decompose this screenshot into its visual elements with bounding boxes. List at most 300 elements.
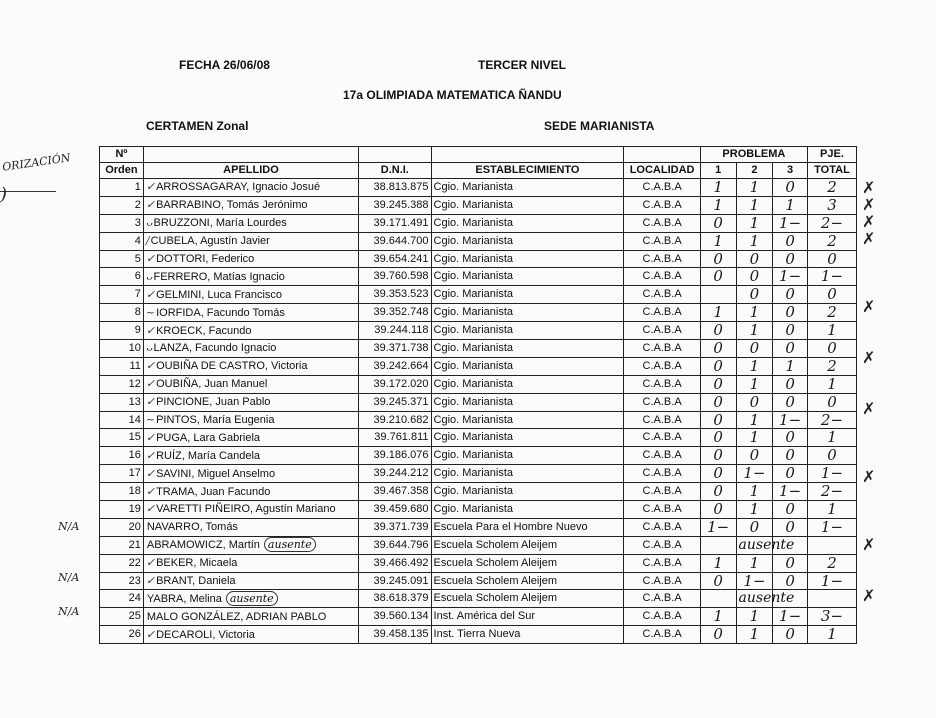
problem-3-score: 0 (773, 393, 808, 411)
school-value: Escuela Scholem Aleijem (431, 590, 624, 608)
dni-value: 38.618.379 (359, 590, 431, 608)
school-value: Escuela Scholem Aleijem (431, 554, 624, 572)
student-name-cell (143, 501, 358, 519)
cross-mark-icon: ✗ (862, 399, 876, 418)
student-name: TRAMA, Juan Facundo (156, 485, 271, 498)
problem-1-score: 0 (700, 393, 736, 411)
na-note: N/A (58, 520, 80, 533)
student-name-cell (143, 608, 358, 626)
student-name: BEKER, Micaela (156, 557, 238, 570)
total-score: 1− (807, 268, 856, 286)
order-number: 12 (100, 375, 144, 393)
student-name: IORFIDA, Facundo Tomás (156, 306, 285, 319)
school-value: Inst. Tierra Nueva (431, 626, 624, 644)
problem-1-score: 0 (700, 626, 736, 644)
level-label: TERCER NIVEL (478, 58, 567, 72)
problem-3-score: 1− (773, 483, 808, 501)
total-score: 2− (807, 411, 856, 429)
total-score: 1 (807, 429, 856, 447)
order-number: 17 (100, 465, 144, 483)
order-number: 18 (100, 483, 144, 501)
student-name-cell (143, 214, 358, 232)
total-score: 1− (807, 572, 856, 590)
student-name-cell (143, 465, 358, 483)
student-name-cell (143, 340, 358, 358)
cross-mark-icon: ✗ (862, 212, 876, 231)
margin-parenthesis: ) (0, 184, 8, 205)
problem-1-score: 0 (700, 214, 736, 232)
problem-2-score: 1 (736, 322, 773, 340)
table-row (100, 179, 857, 197)
problem-1-score: 0 (700, 411, 736, 429)
dni-value: 39.244.118 (359, 322, 431, 340)
student-name: YABRA, Melina (146, 592, 222, 605)
dni-value: 38.813.875 (359, 179, 431, 197)
problem-1-score: 1 (700, 179, 736, 197)
problem-2-score: 1 (736, 411, 773, 429)
school-value: Cgio. Marianista (431, 501, 624, 519)
table-row (100, 196, 857, 214)
total-score: 1 (807, 322, 856, 340)
check-mark: ✓ (145, 180, 156, 194)
problem-3-score: 0 (773, 429, 808, 447)
school-value: Cgio. Marianista (431, 250, 624, 268)
order-number: 14 (100, 411, 144, 429)
school-value: Cgio. Marianista (431, 483, 624, 501)
student-name-cell (143, 375, 358, 393)
locality-value: C.A.B.A (624, 214, 701, 232)
check-mark: ✓ (145, 574, 156, 588)
locality-value: C.A.B.A (624, 375, 701, 393)
table-row (100, 322, 857, 340)
student-name: OUBIÑA, Juan Manuel (156, 378, 268, 391)
order-number: 3 (100, 214, 144, 232)
problem-1-score: 1 (700, 196, 736, 214)
dni-value: 39.352.748 (359, 304, 431, 322)
table-row (100, 590, 857, 608)
total-score: 1− (807, 518, 856, 536)
problem-1-score: 1− (700, 518, 736, 536)
total-score: 3− (807, 608, 856, 626)
order-number: 26 (100, 626, 144, 644)
cross-mark-icon: ✗ (862, 195, 876, 214)
total-score: 1 (807, 626, 856, 644)
locality-value: C.A.B.A (624, 196, 701, 214)
problem-2-score: 1 (736, 214, 773, 232)
table-row (100, 232, 857, 250)
student-name-cell (143, 250, 358, 268)
problem-3-score: 0 (773, 250, 808, 268)
order-number: 7 (100, 286, 144, 304)
locality-value: C.A.B.A (624, 518, 701, 536)
check-mark: ✓ (145, 627, 156, 641)
table-row (100, 393, 857, 411)
check-mark: ᴗ (145, 216, 153, 230)
problem-2-score: 1 (736, 375, 773, 393)
student-name-cell (143, 304, 358, 322)
problem-2-score: 0 (736, 518, 773, 536)
table-row (100, 501, 857, 519)
student-name-cell (143, 429, 358, 447)
problem-2-score: 1 (736, 501, 773, 519)
check-mark: ✓ (145, 502, 156, 516)
school-value: Escuela Para el Hombre Nuevo (431, 518, 624, 536)
table-row (100, 608, 857, 626)
locality-value: C.A.B.A (624, 501, 701, 519)
locality-value: C.A.B.A (624, 536, 701, 554)
problem-3-score: 0 (773, 232, 808, 250)
table-row (100, 375, 857, 393)
problem-1-score: 0 (700, 250, 736, 268)
dni-value: 39.644.796 (359, 536, 431, 554)
student-name-cell (143, 447, 358, 465)
locality-value: C.A.B.A (624, 232, 701, 250)
problem-1-score: 0 (700, 501, 736, 519)
total-score: 2− (807, 214, 856, 232)
dni-value: 39.459.680 (359, 501, 431, 519)
total-score: 2 (807, 357, 856, 375)
student-name: BRUZZONI, María Lourdes (153, 217, 287, 230)
locality-value: C.A.B.A (624, 286, 701, 304)
dni-value: 39.171.491 (359, 214, 431, 232)
total-score: 0 (807, 340, 856, 358)
student-name-cell (143, 590, 358, 608)
student-name: OUBIÑA DE CASTRO, Victoria (156, 360, 308, 373)
problem-1-score: 0 (700, 322, 736, 340)
locality-value: C.A.B.A (624, 411, 701, 429)
problem-3-score: 0 (773, 375, 808, 393)
problem-1-score: 1 (700, 232, 736, 250)
check-mark: ᴗ (145, 341, 153, 355)
problem-1-score: 0 (700, 340, 736, 358)
table-row (100, 447, 857, 465)
locality-value: C.A.B.A (624, 626, 701, 644)
col-surname-header: APELLIDO (143, 163, 358, 179)
student-name: PINTOS, María Eugenia (156, 414, 275, 427)
student-name: MALO GONZÁLEZ, ADRIAN PABLO (146, 610, 327, 623)
problem-1-score: 0 (700, 429, 736, 447)
dni-value: 39.210.682 (359, 411, 431, 429)
check-mark: / (145, 234, 150, 248)
student-name-cell (143, 286, 358, 304)
problem-3-score: 0 (773, 286, 808, 304)
student-name-cell (143, 179, 358, 197)
problem-1-score: 0 (700, 483, 736, 501)
problem-3-score: 0 (773, 518, 808, 536)
total-score: 1 (807, 375, 856, 393)
school-value: Cgio. Marianista (431, 214, 624, 232)
total-score: 1 (807, 501, 856, 519)
locality-value: C.A.B.A (624, 179, 701, 197)
total-score: 2 (807, 232, 856, 250)
total-score: 3 (807, 196, 856, 214)
student-name-cell (143, 536, 358, 554)
table-row (100, 250, 857, 268)
problem-1-score (700, 536, 736, 554)
order-number: 11 (100, 357, 144, 375)
locality-value: C.A.B.A (624, 304, 701, 322)
student-name-cell (143, 626, 358, 644)
margin-underline (0, 191, 56, 192)
student-name: GELMINI, Luca Francisco (156, 288, 283, 301)
problem-2-score: 0 (736, 286, 773, 304)
check-mark: ✓ (145, 377, 156, 391)
order-number: 4 (100, 232, 144, 250)
student-name-cell (143, 393, 358, 411)
student-name-cell (143, 411, 358, 429)
problem-2-score: 1− (736, 465, 773, 483)
order-number: 10 (100, 340, 144, 358)
problem-3-score: 0 (773, 179, 808, 197)
total-score (807, 536, 856, 554)
problem-2-score: 1 (736, 357, 773, 375)
locality-value: C.A.B.A (624, 608, 701, 626)
order-number: 21 (100, 536, 144, 554)
locality-value: C.A.B.A (624, 393, 701, 411)
problem-1-score: 0 (700, 447, 736, 465)
problem-3-score: 1 (773, 357, 808, 375)
locality-value: C.A.B.A (624, 322, 701, 340)
dni-value: 39.760.598 (359, 268, 431, 286)
problem-2-score: 0 (736, 250, 773, 268)
problem-1-score: 1 (700, 554, 736, 572)
table-row (100, 483, 857, 501)
problem-2-score: ausente (736, 590, 773, 608)
dni-value: 39.245.388 (359, 196, 431, 214)
na-note: N/A (58, 571, 80, 584)
total-score: 2 (807, 554, 856, 572)
problem-2-score: 0 (736, 340, 773, 358)
table-row (100, 429, 857, 447)
problem-1-score: 1 (700, 304, 736, 322)
school-value: Cgio. Marianista (431, 393, 624, 411)
dni-value: 39.172.020 (359, 375, 431, 393)
locality-value: C.A.B.A (624, 340, 701, 358)
check-mark: ✓ (145, 466, 156, 480)
col-problem-3-header: 3 (773, 163, 808, 179)
cross-mark-icon: ✗ (862, 467, 876, 486)
student-name: KROECK, Facundo (156, 324, 252, 337)
cross-mark-icon: ✗ (862, 348, 876, 367)
check-mark: ✓ (145, 430, 156, 444)
problem-3-score: 0 (773, 447, 808, 465)
results-table (99, 146, 857, 644)
locality-value: C.A.B.A (624, 483, 701, 501)
student-name-cell (143, 322, 358, 340)
problem-2-score: 0 (736, 447, 773, 465)
locality-value: C.A.B.A (624, 429, 701, 447)
check-mark: ᴗ (145, 269, 153, 283)
col-score-top: PJE. (807, 147, 856, 163)
locality-value: C.A.B.A (624, 447, 701, 465)
col-problem-header: PROBLEMA (700, 147, 807, 163)
problem-2-score: 1 (736, 429, 773, 447)
dni-value: 39.353.523 (359, 286, 431, 304)
table-row (100, 286, 857, 304)
student-name-cell (143, 232, 358, 250)
cross-mark-icon: ✗ (862, 297, 876, 316)
dni-value: 39.644.700 (359, 232, 431, 250)
problem-3-score: 0 (773, 465, 808, 483)
student-name: LANZA, Facundo Ignacio (153, 342, 277, 355)
problem-1-score: 0 (700, 375, 736, 393)
problem-3-score: 0 (773, 554, 808, 572)
student-name: ABRAMOWICZ, Martín (146, 539, 260, 552)
cross-mark-icon: ✗ (862, 586, 876, 605)
student-name-cell (143, 572, 358, 590)
table-row (100, 554, 857, 572)
absent-note: ausente (226, 591, 278, 606)
school-value: Cgio. Marianista (431, 465, 624, 483)
school-value: Cgio. Marianista (431, 447, 624, 465)
table-row (100, 572, 857, 590)
problem-2-score: 0 (736, 268, 773, 286)
problem-1-score (700, 286, 736, 304)
problem-2-score: 1 (736, 626, 773, 644)
check-mark: ✓ (145, 395, 156, 409)
locality-value: C.A.B.A (624, 268, 701, 286)
check-mark: ✓ (145, 323, 156, 337)
table-row (100, 357, 857, 375)
problem-3-score: 1− (773, 411, 808, 429)
col-number-top: Nº (100, 147, 144, 163)
order-number: 19 (100, 501, 144, 519)
dni-value: 39.244.212 (359, 465, 431, 483)
order-number: 5 (100, 250, 144, 268)
order-number: 6 (100, 268, 144, 286)
check-mark: ✓ (145, 287, 156, 301)
locality-value: C.A.B.A (624, 465, 701, 483)
school-value: Cgio. Marianista (431, 322, 624, 340)
student-name-cell (143, 518, 358, 536)
problem-1-score (700, 590, 736, 608)
col-score-bottom: TOTAL (807, 163, 856, 179)
school-value: Cgio. Marianista (431, 357, 624, 375)
student-name: FERRERO, Matías Ignacio (153, 270, 285, 283)
problem-3-score: 0 (773, 340, 808, 358)
student-name: SAVINI, Miguel Anselmo (156, 467, 276, 480)
table-row (100, 411, 857, 429)
problem-3-score: 0 (773, 501, 808, 519)
contest-label: CERTAMEN Zonal (146, 119, 249, 133)
check-mark: ~ (145, 413, 156, 427)
check-mark: ✓ (145, 556, 156, 570)
table-row (100, 536, 857, 554)
problem-1-score: 0 (700, 465, 736, 483)
dni-value: 39.371.739 (359, 518, 431, 536)
order-number: 9 (100, 322, 144, 340)
problem-2-score: ausente (736, 536, 773, 554)
school-value: Cgio. Marianista (431, 179, 624, 197)
col-number-bottom: Orden (100, 163, 144, 179)
school-value: Cgio. Marianista (431, 429, 624, 447)
student-name: PUGA, Lara Gabriela (156, 431, 261, 444)
total-score: 2 (807, 304, 856, 322)
total-score: 2 (807, 179, 856, 197)
problem-3-score: 1 (773, 196, 808, 214)
locality-value: C.A.B.A (624, 572, 701, 590)
venue-label: SEDE MARIANISTA (544, 119, 655, 133)
total-score: 1− (807, 465, 856, 483)
dni-value: 39.242.664 (359, 357, 431, 375)
dni-value: 39.458.135 (359, 626, 431, 644)
problem-3-score: 0 (773, 322, 808, 340)
problem-3-score: 0 (773, 304, 808, 322)
dni-value: 39.245.371 (359, 393, 431, 411)
locality-value: C.A.B.A (624, 554, 701, 572)
school-value: Escuela Scholem Aleijem (431, 572, 624, 590)
document-title: 17a OLIMPIADA MATEMATICA ÑANDU (343, 88, 562, 102)
order-number: 16 (100, 447, 144, 465)
col-problem-2-header: 2 (736, 163, 773, 179)
student-name: BRANT, Daniela (156, 575, 236, 588)
school-value: Cgio. Marianista (431, 196, 624, 214)
dni-value: 39.466.492 (359, 554, 431, 572)
date-label: FECHA 26/06/08 (179, 58, 270, 72)
check-mark: ~ (145, 305, 156, 319)
student-name-cell (143, 357, 358, 375)
school-value: Cgio. Marianista (431, 286, 624, 304)
student-name: VARETTI PIÑEIRO, Agustín Mariano (156, 503, 336, 516)
col-dni-header: D.N.I. (359, 163, 431, 179)
total-score (807, 590, 856, 608)
locality-value: C.A.B.A (624, 357, 701, 375)
school-value: Cgio. Marianista (431, 340, 624, 358)
problem-2-score: 1 (736, 483, 773, 501)
order-number: 1 (100, 179, 144, 197)
school-value: Cgio. Marianista (431, 268, 624, 286)
dni-value: 39.467.358 (359, 483, 431, 501)
table-row (100, 304, 857, 322)
problem-2-score: 1 (736, 196, 773, 214)
cross-mark-icon: ✗ (862, 535, 876, 554)
total-score: 0 (807, 393, 856, 411)
col-locality-header: LOCALIDAD (624, 163, 701, 179)
problem-2-score: 1 (736, 608, 773, 626)
order-number: 20 (100, 518, 144, 536)
locality-value: C.A.B.A (624, 590, 701, 608)
problem-2-score: 0 (736, 393, 773, 411)
school-value: Cgio. Marianista (431, 375, 624, 393)
check-mark: ✓ (145, 252, 156, 265)
school-value: Cgio. Marianista (431, 304, 624, 322)
total-score: 0 (807, 447, 856, 465)
student-name: DECAROLI, Victoria (156, 628, 255, 641)
student-name: ARROSSAGARAY, Ignacio Josué (156, 181, 321, 194)
col-problem-1-header: 1 (700, 163, 736, 179)
cross-mark-icon: ✗ (862, 229, 876, 248)
student-name-cell (143, 554, 358, 572)
total-score: 0 (807, 250, 856, 268)
table-row (100, 465, 857, 483)
order-number: 15 (100, 429, 144, 447)
check-mark: ✓ (145, 198, 156, 212)
order-number: 2 (100, 196, 144, 214)
table-row (100, 214, 857, 232)
check-mark: ✓ (145, 484, 156, 498)
locality-value: C.A.B.A (624, 250, 701, 268)
total-score: 0 (807, 286, 856, 304)
dni-value: 39.371.738 (359, 340, 431, 358)
student-name: RUÍZ, María Candela (156, 449, 261, 462)
problem-2-score: 1 (736, 179, 773, 197)
problem-3-score: 1− (773, 608, 808, 626)
table-row (100, 268, 857, 286)
student-name: DOTTORI, Federico (156, 253, 255, 265)
school-value: Cgio. Marianista (431, 411, 624, 429)
margin-handwritten-note: ORIZACIÓN (1, 151, 72, 174)
problem-2-score: 1− (736, 572, 773, 590)
